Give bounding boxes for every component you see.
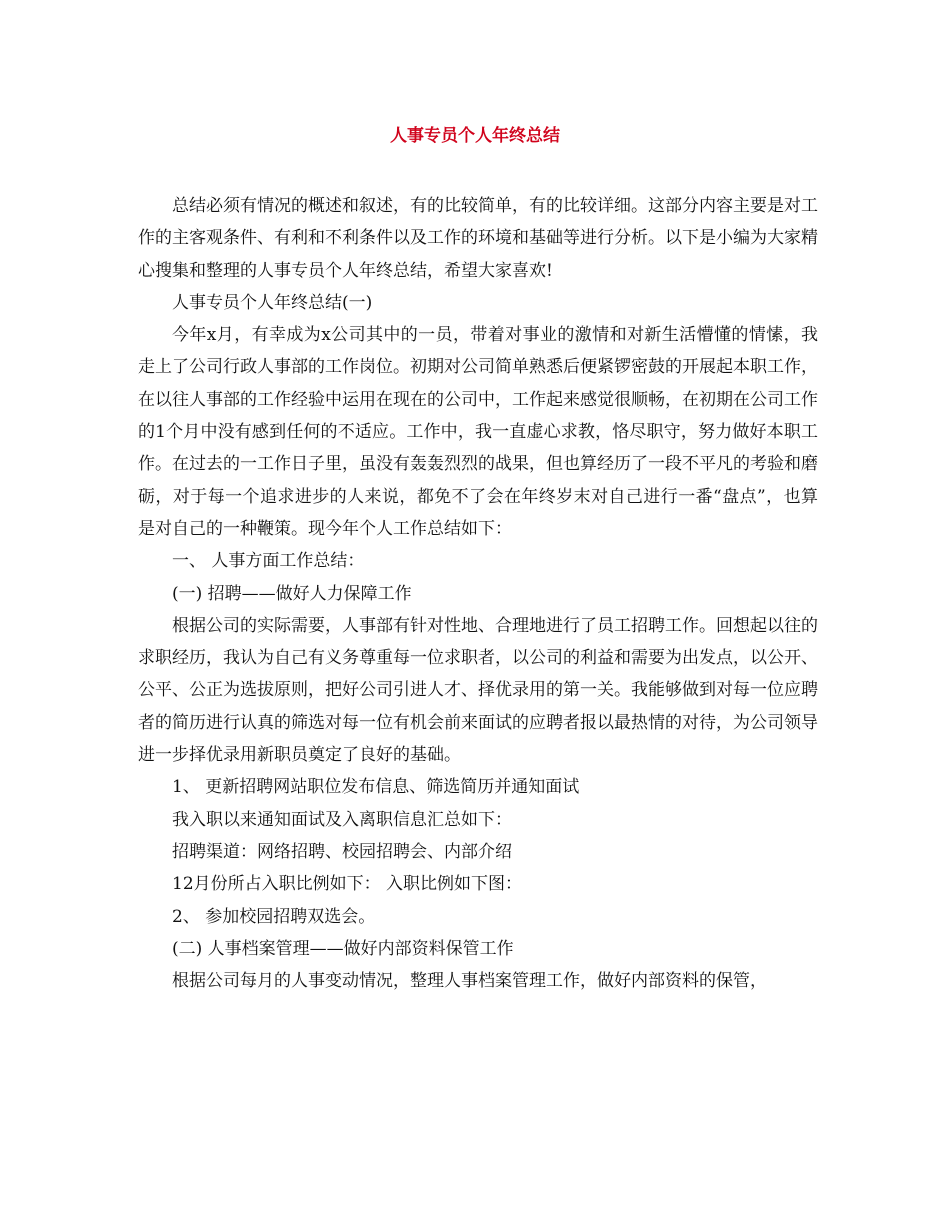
section-heading-one: 人事专员个人年终总结(一) — [172, 292, 373, 313]
paragraph-recruitment: 根据公司的实际需要，人事部有针对性地、合理地进行了员工招聘工作。回想起以往的求职经历，我认为自己有义务尊重每一位求职者，以公司的利益和需要为出发点，以公开、公平、公正为选拔原则，把好公司引进人才、择优录用的第一关。我能够做到对每一位应聘者的简历进行认真的筛选对每一位有机会前来面试的应聘者报以最热情的对待，为公司领导进一步择优录用新职员奠定了良好的基础。 — [138, 615, 818, 766]
paragraph-overview: 今年x月，有幸成为x公司其中的一员，带着对事业的激情和对新生活懵懂的情愫，我走上了公司行政人事部的工作岗位。初期对公司简单熟悉后便紧锣密鼓的开展起本职工作，在以往人事部的工作经验中运用在现在的公司中，工作起来感觉很顺畅，在初期在公司工作的1个月中没有感到任何的不适应。工作中，我一直虚心求教，恪尽职守，努力做好本职工作。在过去的一工作日子里，虽没有轰轰烈烈的战果，但也算经历了一段不平凡的考验和磨砺，对于每一个追求进步的人来说，都免不了会在年终岁末对自己进行一番“盘点”，也算是对自己的一种鞭策。现今年个人工作总结如下： — [138, 325, 818, 539]
document-title: 人事专员个人年终总结 — [390, 126, 560, 146]
heading-hr-summary: 一、 人事方面工作总结： — [172, 551, 365, 572]
heading-recruitment: (一) 招聘——做好人力保障工作 — [172, 583, 412, 604]
paragraph-archive-management: 根据公司每月的人事变动情况，整理人事档案管理工作，做好内部资料的保管， — [172, 971, 767, 992]
paragraph-intro: 总结必须有情况的概述和叙述，有的比较简单，有的比较详细。这部分内容主要是对工作的主客观条件、有利和不利条件以及工作的环境和基础等进行分析。以下是小编为大家精心搜集和整理的人事专员个人年终总结，希望大家喜欢! — [138, 196, 818, 281]
paragraph-recruitment-channels: 招聘渠道：网络招聘、校园招聘会、内部介绍 — [172, 841, 512, 862]
list-item-campus-fair: 2、 参加校园招聘双选会。 — [172, 906, 376, 927]
paragraph-interview-summary: 我入职以来通知面试及入离职信息汇总如下： — [172, 809, 512, 830]
paragraph-december-ratio: 12月份所占入职比例如下： 入职比例如下图： — [172, 874, 523, 895]
heading-archive-management: (二) 人事档案管理——做好内部资料保管工作 — [172, 938, 514, 959]
list-item-update-postings: 1、 更新招聘网站职位发布信息、筛选简历并通知面试 — [172, 777, 580, 798]
document-body — [138, 190, 818, 997]
